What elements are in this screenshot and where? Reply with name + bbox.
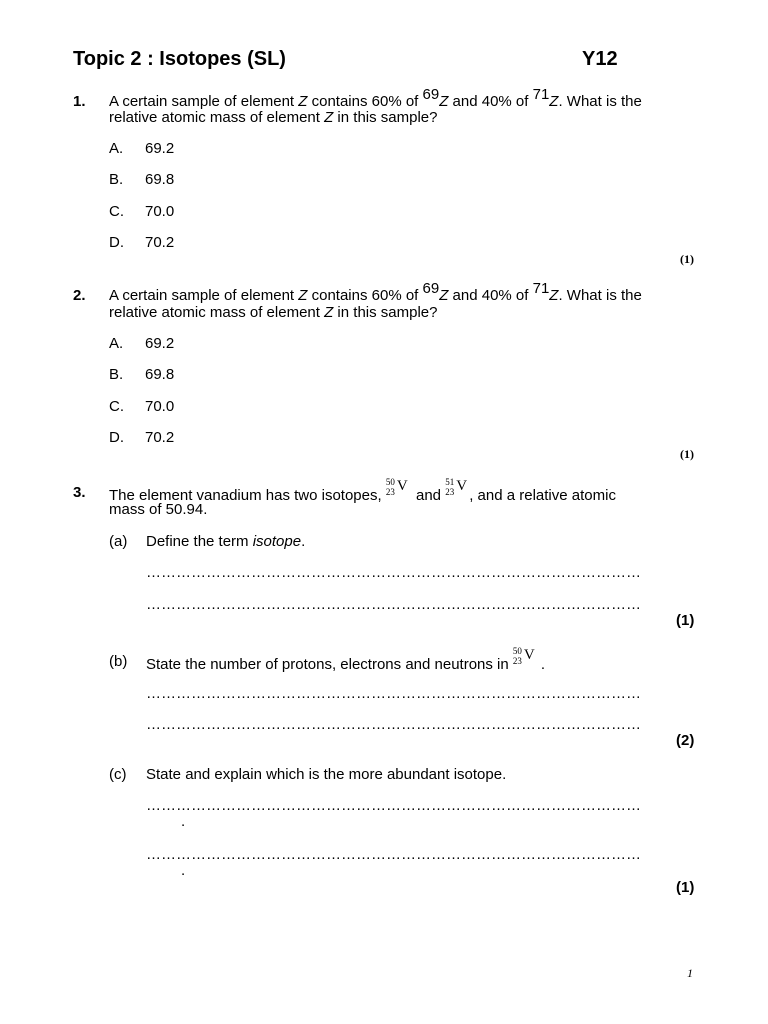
question-1-stem-line1	[109, 86, 642, 110]
page-title: Topic 2 : Isotopes (SL)	[73, 48, 286, 70]
q3b-prompt	[146, 646, 546, 673]
q3a-prompt	[146, 533, 305, 550]
vanadium-51-nuclide	[445, 477, 469, 500]
nuclide-symbol: V	[456, 478, 468, 494]
option-value: 70.2	[145, 234, 175, 251]
option-value: 69.2	[145, 335, 175, 352]
option-letter: D.	[109, 234, 124, 251]
q1-element-z: Z	[298, 93, 308, 110]
q1-option-a[interactable]	[109, 140, 175, 157]
q3a-term: isotope	[252, 533, 302, 550]
q3b-label: (b)	[109, 653, 128, 670]
q1-mass-69: 69	[422, 86, 440, 103]
q1-mark: (1)	[680, 252, 694, 266]
year-label: Y12	[582, 48, 618, 70]
nuclide-atomic-number: 23	[385, 487, 395, 497]
q1-line2-end: in this sample?	[333, 109, 438, 126]
nuclide-atomic-number: 23	[512, 656, 522, 666]
q3c-label: (c)	[109, 766, 127, 783]
option-value: 70.2	[145, 429, 175, 446]
q3a-answer-line-1[interactable]: ………………………………………………………………………………………	[146, 564, 641, 581]
q3b-text: State the number of protons, electrons and neutrons in	[146, 656, 509, 673]
q2-option-d[interactable]	[109, 429, 175, 446]
option-value: 70.0	[145, 398, 175, 415]
q2-option-c[interactable]	[109, 398, 175, 415]
q1-element-z-2: Z	[439, 93, 449, 110]
q2-option-b[interactable]	[109, 366, 175, 383]
vanadium-50-nuclide	[385, 477, 410, 500]
q1-option-b[interactable]	[109, 171, 175, 188]
q3c-prompt: State and explain which is the more abundant isotope.	[146, 766, 507, 783]
q2-element-z-4: Z	[324, 304, 334, 321]
nuclide-symbol: V	[396, 478, 408, 494]
q1-text-2: contains 60% of	[307, 93, 423, 110]
option-letter: A.	[109, 335, 124, 352]
q1-text-4: . What is the	[558, 93, 642, 110]
q2-text-4: . What is the	[558, 287, 642, 304]
q2-mass-69: 69	[422, 280, 440, 297]
q3a-label: (a)	[109, 533, 128, 550]
q1-text-3: and 40% of	[448, 93, 533, 110]
q3b-mark: (2)	[676, 732, 695, 749]
option-value: 70.0	[145, 203, 175, 220]
q3a-end: .	[301, 533, 306, 550]
question-2-number: 2.	[73, 287, 86, 304]
q3-text-2: , and a relative atomic	[469, 487, 616, 504]
option-value: 69.8	[145, 366, 175, 383]
q2-element-z: Z	[298, 287, 308, 304]
q3c-answer-line-2[interactable]: ………………………………………………………………………………………	[146, 846, 641, 863]
q1-element-z-3: Z	[549, 93, 559, 110]
q2-option-a[interactable]	[109, 335, 175, 352]
q2-line2-end: in this sample?	[333, 304, 438, 321]
q3a-mark: (1)	[676, 612, 695, 629]
q1-option-d[interactable]	[109, 234, 175, 251]
nuclide-mass-number: 50	[385, 477, 395, 487]
question-2-stem-line1	[109, 280, 642, 304]
q3b-answer-line-1[interactable]: ………………………………………………………………………………………	[146, 685, 641, 702]
vanadium-50-nuclide	[512, 646, 537, 669]
q3a-answer-line-2[interactable]: ………………………………………………………………………………………	[146, 596, 641, 613]
q1-line2-text: relative atomic mass of element	[109, 109, 325, 126]
q3b-end: .	[540, 656, 546, 673]
option-letter: D.	[109, 429, 124, 446]
q3c-answer-line-2-trail: .	[181, 862, 186, 879]
nuclide-mass-number: 50	[512, 646, 522, 656]
option-letter: B.	[109, 366, 124, 383]
option-value: 69.2	[145, 140, 175, 157]
option-value: 69.8	[145, 171, 175, 188]
q1-option-c[interactable]	[109, 203, 175, 220]
q2-mark: (1)	[680, 447, 694, 461]
nuclide-mass-number: 51	[445, 477, 455, 487]
q3a-text: Define the term	[146, 533, 253, 550]
q1-text-1: A certain sample of element	[109, 93, 299, 110]
nuclide-symbol: V	[523, 647, 535, 663]
option-letter: A.	[109, 140, 124, 157]
question-3-stem-line2: mass of 50.94.	[109, 501, 208, 518]
q2-element-z-2: Z	[439, 287, 449, 304]
question-2-stem-line2	[109, 304, 437, 321]
q3c-mark: (1)	[676, 879, 695, 896]
option-letter: C.	[109, 398, 124, 415]
q2-text-1: A certain sample of element	[109, 287, 299, 304]
q2-text-2: contains 60% of	[307, 287, 423, 304]
q3-text-1: The element vanadium has two isotopes,	[109, 487, 382, 504]
question-1-number: 1.	[73, 93, 86, 110]
q2-line2-text: relative atomic mass of element	[109, 304, 325, 321]
question-3-number: 3.	[73, 484, 86, 501]
q3b-answer-line-2[interactable]: ………………………………………………………………………………………	[146, 716, 641, 733]
q1-element-z-4: Z	[324, 109, 334, 126]
q1-mass-71: 71	[532, 86, 550, 103]
q2-mass-71: 71	[532, 280, 550, 297]
q2-element-z-3: Z	[549, 287, 559, 304]
option-letter: C.	[109, 203, 124, 220]
q3c-answer-line-1-trail: .	[181, 813, 186, 830]
q3c-answer-line-1[interactable]: ………………………………………………………………………………………	[146, 797, 641, 814]
q2-text-3: and 40% of	[448, 287, 533, 304]
q3-and: and	[416, 487, 442, 504]
option-letter: B.	[109, 171, 124, 188]
nuclide-atomic-number: 23	[445, 487, 455, 497]
page-number: 1	[687, 966, 693, 980]
question-1-stem-line2	[109, 109, 437, 126]
